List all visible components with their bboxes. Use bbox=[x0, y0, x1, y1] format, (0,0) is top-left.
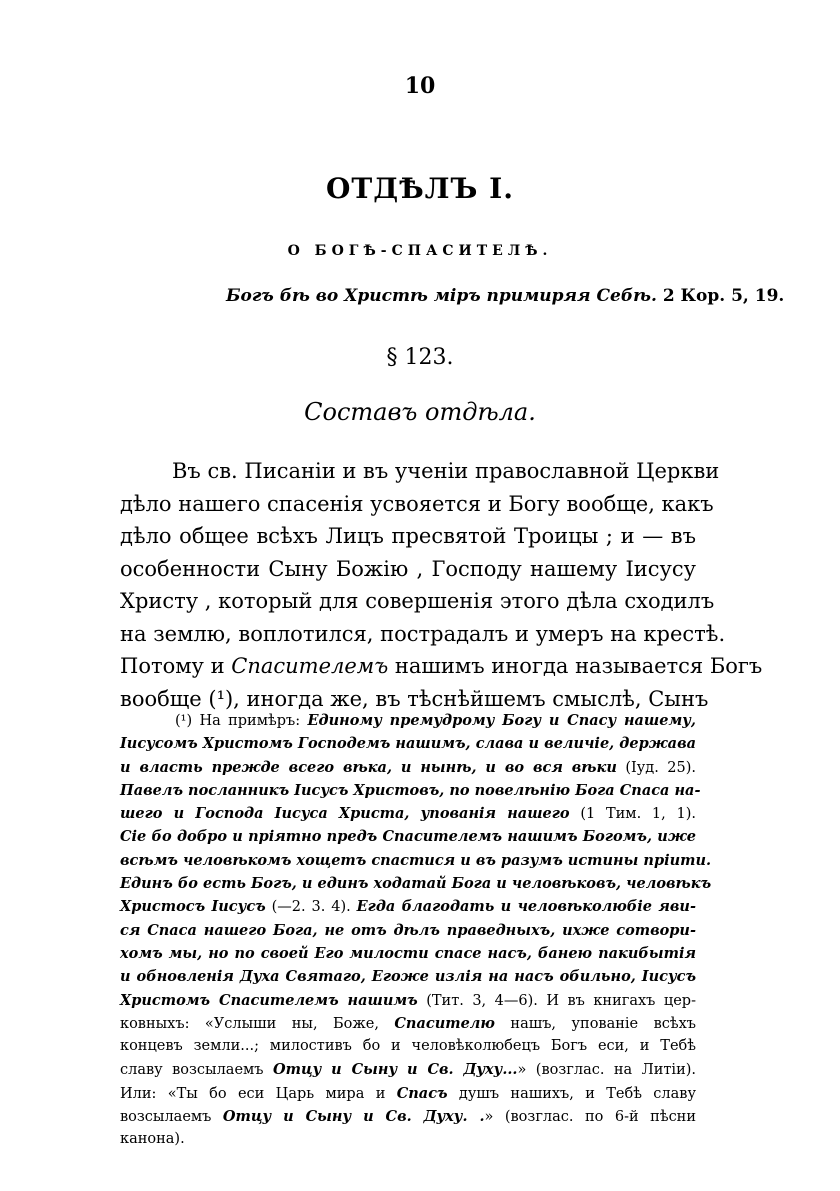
text-run: дѣло нашего спасенія усвояется и Богу вообще, какъ bbox=[120, 491, 714, 516]
section-subtitle: О БОГѢ-СПАСИТЕЛѢ. bbox=[287, 243, 553, 259]
text-run: (1 Тим. 1, 1). bbox=[569, 806, 697, 823]
text-run: дѣло общее всѣхъ Лицъ пресвятой Троицы ; и — въ bbox=[120, 524, 696, 548]
italic-text: Христосъ Іисусъ bbox=[120, 898, 266, 916]
text-run: душъ нашихъ, и Тебѣ славу bbox=[447, 1085, 696, 1102]
footnote bbox=[120, 709, 712, 1152]
text-run: возсылаемъ bbox=[120, 1109, 223, 1126]
footnote-line bbox=[120, 919, 696, 942]
italic-text: Спасителемъ bbox=[231, 654, 389, 678]
text-run: Въ св. Писаніи и въ ученіи православной Церкви bbox=[172, 459, 720, 483]
italic-text: Отцу и Сыну и Св. Духу... bbox=[272, 1061, 518, 1079]
body-line bbox=[120, 455, 720, 488]
italic-text: Сіе бо добро и пріятно предъ Спасителемъ нашимъ Богомъ, иже bbox=[120, 828, 696, 846]
section-title: ОТДѢЛЪ I. bbox=[326, 172, 514, 205]
footnote-line bbox=[120, 895, 696, 918]
body-line bbox=[120, 618, 726, 651]
italic-text: Спасителю bbox=[394, 1014, 495, 1032]
text-run: вообще (¹), иногда же, въ тѣснѣйшемъ смыслѣ, Сынъ bbox=[120, 686, 709, 711]
footnote-line bbox=[120, 1035, 696, 1058]
text-run: » (возглас. по 6-й пѣсни bbox=[484, 1109, 697, 1126]
text-run: нашъ, упованіе всѣхъ bbox=[494, 1015, 697, 1032]
italic-text: Егда благодать и человѣколюбіе яви- bbox=[356, 898, 696, 916]
text-run: » (возглас. на Литіи). bbox=[517, 1062, 697, 1079]
footnote-line bbox=[120, 802, 696, 825]
body-line bbox=[120, 585, 715, 618]
footnote-line bbox=[120, 756, 696, 779]
text-run: славу возсылаемъ bbox=[120, 1062, 273, 1079]
italic-text: Отцу и Сыну и Св. Духу. . bbox=[222, 1108, 485, 1126]
italic-text: Іисусомъ Христомъ Господемъ нашимъ, слава и величіе, держава bbox=[120, 735, 696, 753]
italic-text: и обновленія Духа Святаго, Егоже излія на насъ обильно, Іисусъ bbox=[120, 968, 696, 986]
footnote-line bbox=[120, 872, 712, 895]
italic-text: Единъ бо есть Богъ, и единъ ходатай Бога и человѣковъ, человѣкъ bbox=[120, 875, 712, 893]
text-run: ковныхъ: «Услыши ны, Боже, bbox=[120, 1015, 395, 1032]
text-run: Христу , который для совершенія этого дѣла сходилъ bbox=[120, 589, 715, 613]
epigraph-quote: Богъ бѣ во Христѣ міръ примиряя Себѣ. bbox=[226, 286, 657, 306]
footnote-line bbox=[120, 825, 696, 848]
footnote-line bbox=[120, 1012, 696, 1035]
text-run: (—2. 3. 4). bbox=[265, 899, 357, 916]
body-text bbox=[120, 455, 763, 715]
footnote-line bbox=[120, 779, 701, 802]
footnote-line bbox=[120, 1058, 696, 1081]
text-run: (¹) На примѣръ: bbox=[175, 713, 308, 729]
paragraph-number: § 123. bbox=[386, 345, 454, 370]
italic-text: Христомъ Спасителемъ нашимъ bbox=[120, 991, 418, 1009]
footnote-line bbox=[120, 1105, 696, 1128]
footnote-line bbox=[120, 849, 712, 872]
italic-text: всѣмъ человѣкомъ хощетъ спастися и въ разумъ истины пріити. bbox=[120, 851, 712, 869]
footnote-line bbox=[120, 942, 696, 965]
text-run: на землю, воплотился, пострадалъ и умеръ на крестѣ. bbox=[120, 621, 726, 646]
italic-text: Единому премудрому Богу и Спасу нашему, bbox=[307, 712, 696, 729]
text-run: канона). bbox=[120, 1131, 185, 1148]
footnote-line bbox=[120, 732, 696, 755]
italic-text: хомъ мы, но по своей Его милости спасе насъ, банею пакибытія bbox=[120, 944, 696, 962]
footnote-line bbox=[120, 989, 696, 1012]
footnote-line bbox=[120, 1082, 696, 1105]
text-run: концевъ земли...; милостивъ бо и человѣколюбецъ Богъ еси, и Тебѣ bbox=[120, 1038, 696, 1055]
body-line bbox=[120, 650, 763, 683]
text-run: Потому и bbox=[120, 654, 232, 678]
text-run: особенности Сыну Божію , Господу нашему Іисусу bbox=[120, 556, 696, 581]
page-number: 10 bbox=[404, 73, 436, 99]
text-run: Или: «Ты бо еси Царь мира и bbox=[120, 1085, 397, 1102]
body-line bbox=[120, 553, 696, 586]
italic-text: и власть прежде всего вѣка, и нынѣ, и во вся вѣки bbox=[120, 758, 617, 776]
body-line bbox=[120, 520, 696, 553]
contents-heading: Составъ отдѣла. bbox=[304, 398, 536, 426]
italic-text: Павелъ посланникъ Іисусъ Христовъ, по повелѣнію Бога Спаса на- bbox=[120, 781, 701, 799]
italic-text: шего и Господа Іисуса Христа, упованія нашего bbox=[120, 805, 570, 823]
footnote-line bbox=[120, 709, 696, 732]
footnote-line bbox=[120, 1128, 696, 1151]
text-run: нашимъ иногда называется Богъ bbox=[388, 654, 763, 678]
text-run: (Іуд. 25). bbox=[616, 759, 697, 776]
italic-text: Спасъ bbox=[396, 1084, 448, 1102]
text-run: (Тит. 3, 4—6). И въ книгахъ цер- bbox=[417, 992, 696, 1009]
body-line bbox=[120, 488, 714, 521]
epigraph bbox=[226, 286, 785, 306]
italic-text: ся Спаса нашего Бога, не отъ дѣлъ праведныхъ, ихже сотвори- bbox=[120, 921, 696, 939]
footnote-line bbox=[120, 965, 696, 988]
epigraph-reference: 2 Кор. 5, 19. bbox=[662, 286, 785, 306]
